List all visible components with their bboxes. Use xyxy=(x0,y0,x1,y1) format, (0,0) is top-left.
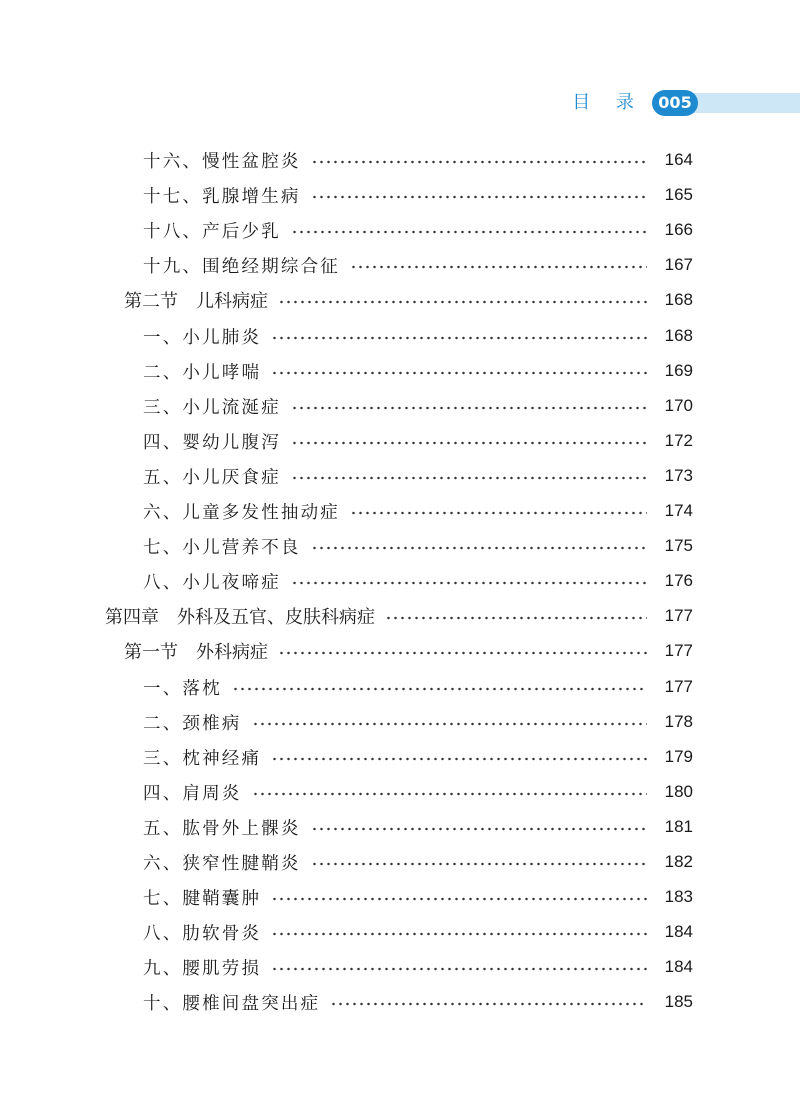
toc-entry-page-number: 170 xyxy=(664,396,693,415)
dot-leader xyxy=(311,827,647,831)
dot-leader xyxy=(291,441,647,445)
dot-leader xyxy=(291,476,647,480)
toc-entry-title: 十八、产后少乳 xyxy=(143,221,281,242)
toc-entry-page-number: 172 xyxy=(664,431,693,450)
toc-entry-page-number: 179 xyxy=(664,747,693,766)
toc-entry[interactable] xyxy=(0,566,800,596)
toc-entry-title: 八、肋软骨炎 xyxy=(143,923,262,944)
toc-entry[interactable] xyxy=(0,777,800,807)
toc-entry[interactable] xyxy=(0,917,800,947)
toc-entry[interactable] xyxy=(0,531,800,561)
dot-leader xyxy=(252,722,648,726)
toc-entry[interactable] xyxy=(0,391,800,421)
toc-entry[interactable] xyxy=(0,742,800,772)
dot-leader xyxy=(311,160,647,164)
toc-entry-page-number: 168 xyxy=(664,290,693,309)
toc-entry[interactable] xyxy=(0,636,800,666)
toc-entry-page-number: 182 xyxy=(664,852,693,871)
toc-entry[interactable] xyxy=(0,882,800,912)
toc-entry[interactable] xyxy=(0,215,800,245)
toc-entry[interactable] xyxy=(0,180,800,210)
toc-entry[interactable] xyxy=(0,321,800,351)
header-title: 目 录 xyxy=(572,92,644,113)
toc-entry-title: 八、小儿夜啼症 xyxy=(143,572,281,593)
toc-entry-page-number: 168 xyxy=(664,326,693,345)
toc-entry-title: 五、肱骨外上髁炎 xyxy=(143,818,301,839)
toc-entry-page-number: 174 xyxy=(664,501,693,520)
dot-leader xyxy=(271,371,647,375)
dot-leader xyxy=(291,581,647,585)
toc-entry[interactable] xyxy=(0,601,800,631)
toc-entry[interactable] xyxy=(0,847,800,877)
toc-entry-title: 六、儿童多发性抽动症 xyxy=(143,502,340,523)
dot-leader xyxy=(232,687,647,691)
toc-entry[interactable] xyxy=(0,250,800,280)
toc-entry-title: 四、肩周炎 xyxy=(143,783,242,804)
toc-entry-page-number: 165 xyxy=(664,185,693,204)
dot-leader xyxy=(311,862,647,866)
toc-entry-page-number: 173 xyxy=(664,466,693,485)
toc-entry-page-number: 167 xyxy=(664,255,693,274)
toc-entry-title: 第一节 外科病症 xyxy=(124,642,268,662)
toc-entry-title: 一、小儿肺炎 xyxy=(143,327,262,348)
toc-entry-page-number: 175 xyxy=(664,536,693,555)
dot-leader xyxy=(311,546,647,550)
toc-entry-title: 第二节 儿科病症 xyxy=(124,291,268,311)
toc-entry[interactable] xyxy=(0,356,800,386)
toc-entry-title: 三、小儿流涎症 xyxy=(143,397,281,418)
toc-entry[interactable] xyxy=(0,285,800,315)
toc-entry[interactable] xyxy=(0,952,800,982)
toc-entry-title: 第四章 外科及五官、皮肤科病症 xyxy=(105,607,375,627)
toc-entry-page-number: 177 xyxy=(664,677,693,696)
dot-leader xyxy=(278,300,647,304)
toc-entry-page-number: 176 xyxy=(664,571,693,590)
toc-entry-title: 十九、围绝经期综合征 xyxy=(143,256,340,277)
toc-entry-page-number: 181 xyxy=(664,817,693,836)
toc-entry-title: 九、腰肌劳损 xyxy=(143,958,262,979)
toc-entry[interactable] xyxy=(0,145,800,175)
toc-entry[interactable] xyxy=(0,987,800,1017)
toc-entry-page-number: 185 xyxy=(664,992,693,1011)
toc-entry-page-number: 183 xyxy=(664,887,693,906)
toc-entry-title: 六、狭窄性腱鞘炎 xyxy=(143,853,301,874)
toc-entry-page-number: 169 xyxy=(664,361,693,380)
dot-leader xyxy=(291,406,647,410)
dot-leader xyxy=(311,195,647,199)
toc-entry[interactable] xyxy=(0,426,800,456)
toc-entry[interactable] xyxy=(0,461,800,491)
dot-leader xyxy=(278,651,647,655)
dot-leader xyxy=(271,757,647,761)
dot-leader xyxy=(385,616,647,620)
toc-entry-title: 二、颈椎病 xyxy=(143,713,242,734)
toc-entry-title: 四、婴幼儿腹泻 xyxy=(143,432,281,453)
toc-entry-page-number: 177 xyxy=(664,641,693,660)
dot-leader xyxy=(271,336,647,340)
toc-entry[interactable] xyxy=(0,672,800,702)
toc-entry-page-number: 184 xyxy=(664,922,693,941)
toc-entry-title: 三、枕神经痛 xyxy=(143,748,262,769)
toc-entry-title: 十六、慢性盆腔炎 xyxy=(143,151,301,172)
toc-entry[interactable] xyxy=(0,707,800,737)
toc-entry[interactable] xyxy=(0,496,800,526)
dot-leader xyxy=(330,1002,647,1006)
toc-entry-title: 七、小儿营养不良 xyxy=(143,537,301,558)
toc-entry-title: 十、腰椎间盘突出症 xyxy=(143,993,321,1014)
dot-leader xyxy=(271,967,647,971)
toc-entry-title: 七、腱鞘囊肿 xyxy=(143,888,262,909)
toc-entry-page-number: 180 xyxy=(664,782,693,801)
toc-entry-page-number: 164 xyxy=(664,150,693,169)
dot-leader xyxy=(271,897,647,901)
toc-entry-title: 十七、乳腺增生病 xyxy=(143,186,301,207)
toc-entry-title: 五、小儿厌食症 xyxy=(143,467,281,488)
toc-entry-page-number: 184 xyxy=(664,957,693,976)
toc-entry-page-number: 166 xyxy=(664,220,693,239)
toc-entry[interactable] xyxy=(0,812,800,842)
page-number-badge: 005 xyxy=(652,90,698,116)
dot-leader xyxy=(350,511,647,515)
dot-leader xyxy=(350,265,647,269)
dot-leader xyxy=(291,230,647,234)
toc-entry-title: 二、小儿哮喘 xyxy=(143,362,262,383)
dot-leader xyxy=(252,792,648,796)
toc-entry-page-number: 178 xyxy=(664,712,693,731)
dot-leader xyxy=(271,932,647,936)
toc-entry-page-number: 177 xyxy=(664,606,693,625)
toc-entry-title: 一、落枕 xyxy=(143,678,222,699)
